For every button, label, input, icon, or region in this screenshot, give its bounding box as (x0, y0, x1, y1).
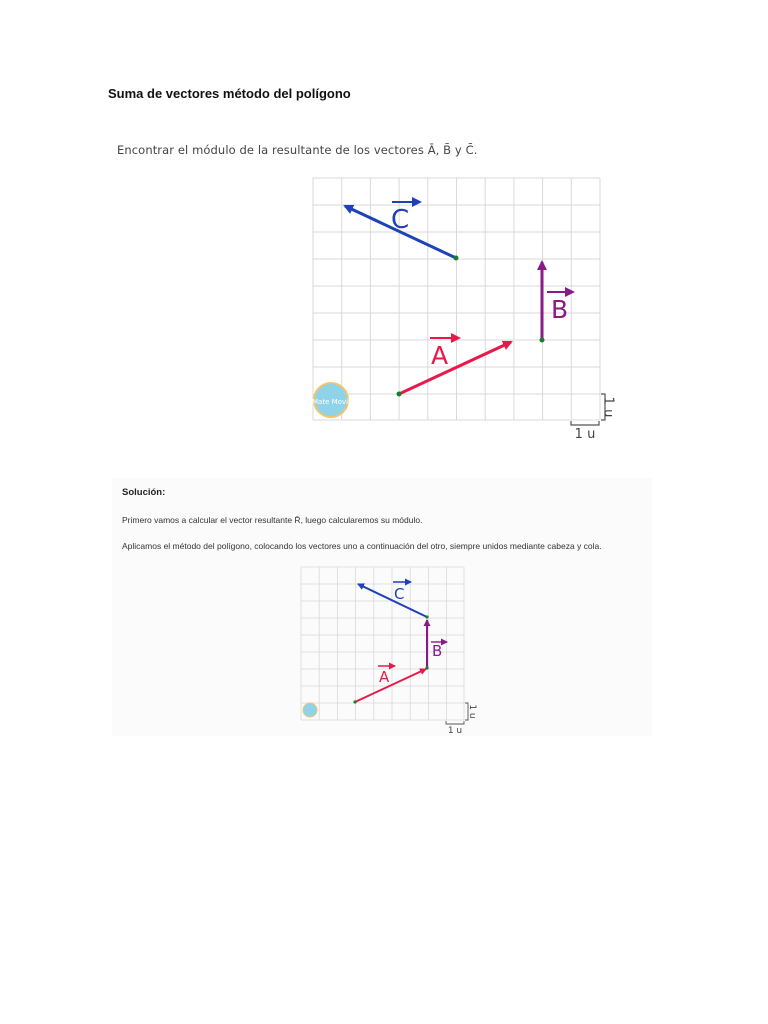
svg-text:Mate Movil: Mate Movil (312, 398, 350, 406)
scale-x (446, 721, 464, 736)
vector-a-label: A (379, 668, 390, 686)
vector-c-tail-dot (425, 615, 428, 618)
vector-c-arrow (358, 584, 427, 617)
scale-y (601, 394, 616, 420)
svg-text:1 u: 1 u (600, 396, 615, 418)
problem-statement: Encontrar el módulo de la resultante de los vectores Ā, B̄ y C̄. (117, 143, 478, 157)
svg-text:1 u: 1 u (467, 704, 477, 719)
vector-c-tail-dot (454, 256, 459, 261)
vector-c-label: C (394, 585, 405, 603)
vector-a-tail-dot (353, 700, 356, 703)
svg-text:1 u: 1 u (447, 726, 463, 736)
mate-movil-logo (303, 703, 317, 717)
vector-b-tail-dot (425, 666, 428, 669)
vector-a-arrow (355, 669, 426, 702)
vector-figure-1 (305, 170, 615, 445)
vector-b-label: B (432, 642, 443, 660)
svg-text:1 u: 1 u (574, 427, 596, 442)
solution-paragraph-1: Primero vamos a calcular el vector resultante R̄, luego calcularemos su módulo. (122, 515, 423, 525)
mate-movil-logo (312, 383, 350, 417)
scale-x (571, 421, 599, 442)
document-title: Suma de vectores método del polígono (108, 86, 351, 101)
vector-b-tail-dot (540, 338, 545, 343)
vector-a-tail-dot (397, 392, 402, 397)
vector-a-arrow (399, 342, 511, 394)
vector-c-label: C (391, 205, 410, 235)
vector-figure-2 (296, 562, 496, 736)
vector-a-label: A (431, 341, 449, 370)
vector-b-label: B (551, 295, 569, 324)
solution-heading: Solución: (122, 487, 166, 498)
solution-paragraph-2: Aplicamos el método del polígono, colocando los vectores uno a continuación del otro, siempre unidos mediante cabeza y cola. (122, 541, 602, 551)
scale-y (465, 703, 477, 720)
